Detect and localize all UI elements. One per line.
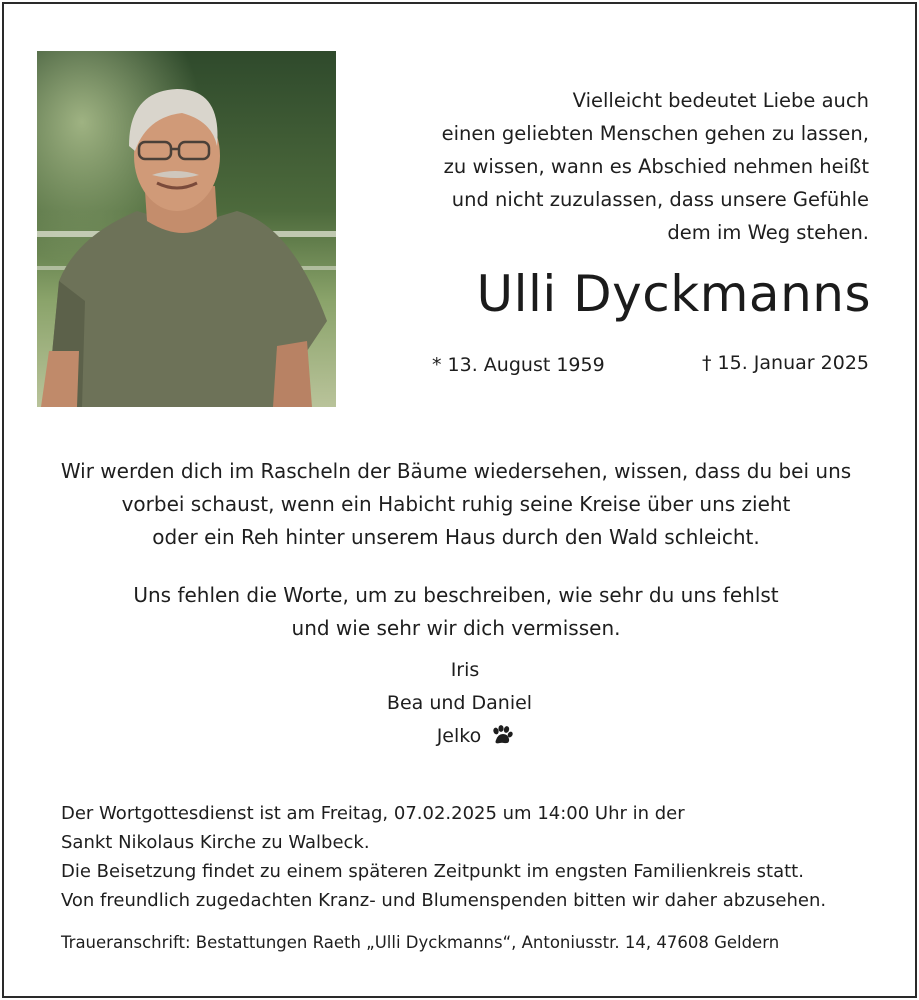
paw-print-icon <box>491 723 513 756</box>
info-line: Die Beisetzung findet zu einem späteren Zeitpunkt im engsten Familienkreis statt. <box>61 861 804 882</box>
paragraph-line: Uns fehlen die Worte, um zu beschreiben, wie sehr du uns fehlst <box>133 583 779 607</box>
info-line: Sankt Nikolaus Kirche zu Walbeck. <box>61 832 370 853</box>
farewell-paragraph <box>0 455 912 554</box>
birth-date: * 13. August 1959 <box>432 354 605 376</box>
signature-jelko: Jelko <box>436 725 482 747</box>
poem-line: und nicht zuzulassen, dass unsere Gefühle <box>451 188 869 211</box>
poem-line: dem im Weg stehen. <box>667 221 869 244</box>
portrait-photo <box>37 51 336 407</box>
service-info <box>61 799 826 915</box>
poem <box>389 84 869 249</box>
info-line: Von freundlich zugedachten Kranz- und Blumenspenden bitten wir daher abzusehen. <box>61 890 827 911</box>
mourning-address: Traueranschrift: Bestattungen Raeth „Ulli Dyckmanns“, Antoniusstr. 14, 47608 Geldern <box>61 933 780 952</box>
signature-jelko-row <box>0 720 919 756</box>
poem-line: zu wissen, wann es Abschied nehmen heißt <box>443 155 869 178</box>
paragraph-line: Wir werden dich im Rascheln der Bäume wiedersehen, wissen, dass du bei uns <box>60 459 852 483</box>
poem-line: einen geliebten Menschen gehen zu lassen, <box>441 122 869 145</box>
deceased-name: Ulli Dyckmanns <box>476 265 871 323</box>
signature-bea-daniel: Bea und Daniel <box>386 692 533 714</box>
poem-line: Vielleicht bedeutet Liebe auch <box>572 89 869 112</box>
paragraph-line: oder ein Reh hinter unserem Haus durch den Wald schleicht. <box>152 525 760 549</box>
info-line: Der Wortgottesdienst ist am Freitag, 07.02.2025 um 14:00 Uhr in der <box>61 803 685 824</box>
paragraph-line: vorbei schaust, wenn ein Habicht ruhig seine Kreise über uns zieht <box>121 492 791 516</box>
paragraph-line: und wie sehr wir dich vermissen. <box>291 616 621 640</box>
signature-iris: Iris <box>450 659 480 681</box>
death-date: † 15. Januar 2025 <box>702 352 869 374</box>
missing-paragraph <box>0 579 912 645</box>
